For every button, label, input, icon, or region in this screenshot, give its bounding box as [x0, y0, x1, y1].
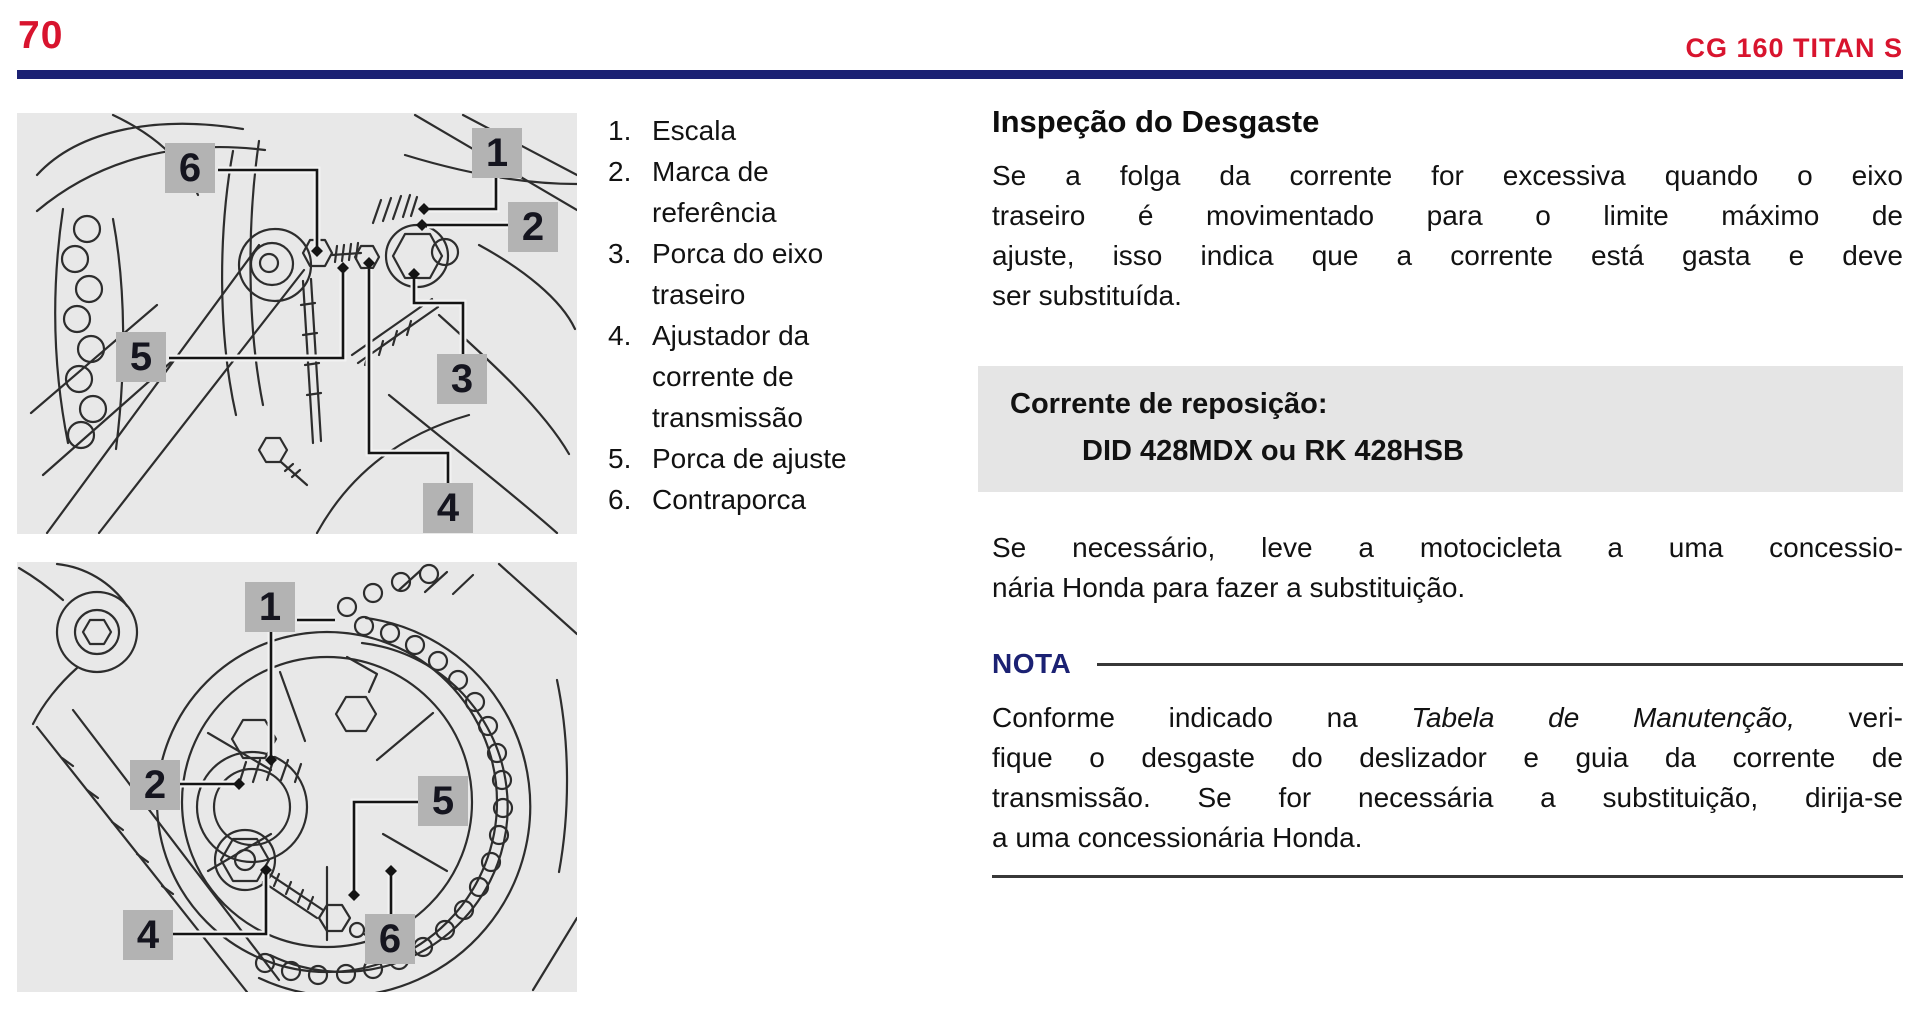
text-line: nária Honda para fazer a substituição. [992, 572, 1466, 603]
header-rule [17, 70, 1903, 79]
legend-item [608, 315, 908, 438]
legend-item [608, 479, 908, 520]
text-line: transmissão. Se for necessária a substituição, dirija-se [992, 782, 1903, 813]
note-label: NOTA [992, 648, 1072, 679]
text-line: a uma concessionária Honda. [992, 822, 1363, 853]
legend-label: Contraporca [652, 484, 807, 515]
text-line: Se a folga da corrente for excessiva quando o eixo [992, 160, 1903, 191]
legend-number: 3. [608, 238, 632, 269]
note-header [992, 644, 1903, 684]
legend-number: 5. [608, 443, 632, 474]
legend-label: Escala [652, 115, 737, 146]
content-column [992, 104, 1903, 878]
figure-callout-label: 2 [130, 760, 180, 810]
legend-number: 2. [608, 156, 632, 187]
note-rule [1097, 663, 1903, 666]
legend-number: 4. [608, 320, 632, 351]
legend-label: Ajustador da corrente de transmissão [652, 320, 810, 433]
page-number: 70 [18, 14, 64, 57]
section-title: Inspeção do Desgaste [992, 104, 1320, 139]
legend-label: Porca de ajuste [652, 443, 847, 474]
legend-item [608, 233, 908, 315]
figure-callout-label: 6 [365, 914, 415, 964]
rear-sprocket-illustration [17, 562, 577, 992]
note-text-pre: Conforme indicado na [992, 702, 1412, 733]
section-end-rule [992, 875, 1903, 878]
legend-label: Porca do eixo traseiro [652, 238, 824, 310]
figure-callout-label: 5 [116, 332, 166, 382]
spec-box-title: Corrente de reposição: [1010, 388, 1328, 420]
figure-callout-label: 5 [418, 776, 468, 826]
legend-label: Marca de referência [652, 156, 777, 228]
figure-chain-adjuster [17, 113, 577, 534]
model-title: CG 160 TITAN S [1685, 33, 1903, 63]
spec-box-value: DID 428MDX ou RK 428HSB [1082, 435, 1464, 467]
figure-callout-label: 4 [423, 483, 473, 533]
text-line: traseiro é movimentado para o limite máximo de [992, 200, 1903, 231]
figure-callout-label: 1 [472, 128, 522, 178]
legend-item [608, 438, 908, 479]
text-line: fique o desgaste do deslizador e guia da corrente de [992, 742, 1903, 773]
text-line: ser substituída. [992, 280, 1182, 311]
text-line: ajuste, isso indica que a corrente está gasta e deve [992, 240, 1903, 271]
paragraph-wear-inspection [992, 156, 1903, 316]
legend-number: 1. [608, 115, 632, 146]
text-line: Se necessário, leve a motocicleta a uma concessio- [992, 532, 1903, 563]
figure-callout-label: 3 [437, 354, 487, 404]
figure-callout-label: 1 [245, 582, 295, 632]
legend-item [608, 110, 908, 151]
figure-callout-label: 4 [123, 910, 173, 960]
replacement-chain-box [978, 366, 1903, 492]
note-text-post: veri- [1794, 702, 1903, 733]
legend-item [608, 151, 908, 233]
note-text-italic: Tabela de Manutenção, [1411, 702, 1795, 733]
figure-rear-sprocket [17, 562, 577, 992]
paragraph-note [992, 698, 1903, 858]
figure-callout-label: 2 [508, 202, 558, 252]
paragraph-dealer [992, 528, 1903, 608]
legend-number: 6. [608, 484, 632, 515]
text-line [992, 698, 1903, 738]
figure-callout-label: 6 [165, 143, 215, 193]
parts-legend [608, 110, 908, 520]
